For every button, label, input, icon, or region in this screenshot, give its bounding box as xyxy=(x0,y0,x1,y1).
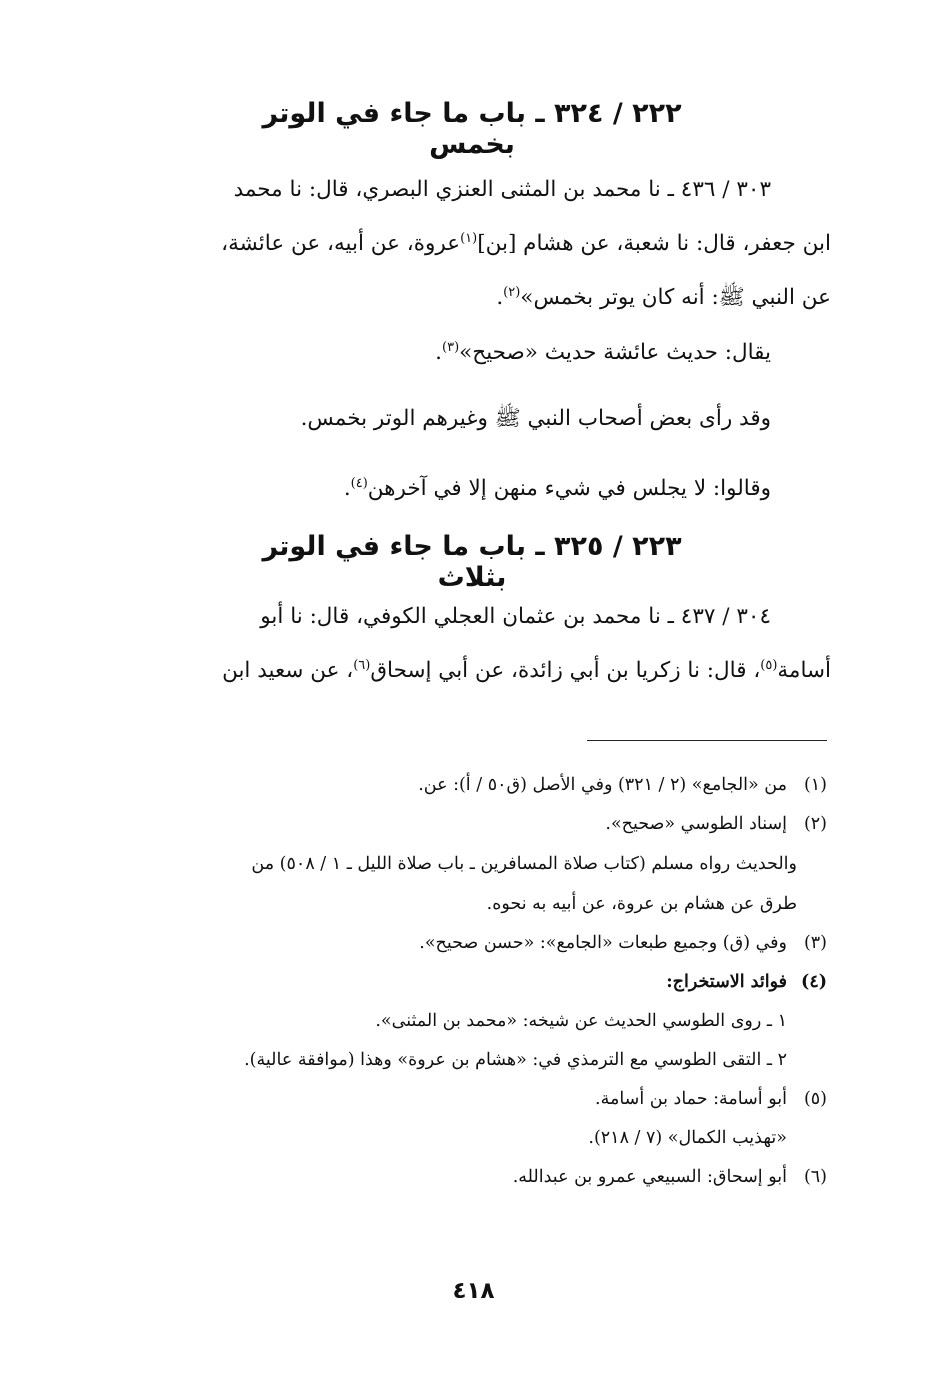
sitting-end: . xyxy=(343,476,351,502)
grading-paragraph xyxy=(55,323,771,377)
chapter-heading-324: ٢٢٢ / ٣٢٤ ـ باب ما جاء في الوتر بخمس xyxy=(262,98,682,160)
hadith-303-line-3a: عن النبي ﷺ: أنه كان يوتر بخمس» xyxy=(520,285,831,311)
footnote-1-text: من «الجامع» (٢ / ٣٢١) وفي الأصل (ق٥٠ / أ): عن. xyxy=(418,775,787,795)
footnote-3 xyxy=(117,924,827,963)
sitting-paragraph xyxy=(55,459,771,513)
grading-text: يقال: حديث عائشة حديث «صحيح» xyxy=(459,340,771,366)
footnote-ref-2[interactable]: (٢) xyxy=(503,285,521,301)
footnote-5-number: (٥) xyxy=(803,1089,827,1109)
footnote-6-number: (٦) xyxy=(803,1167,827,1187)
footnote-2-number: (٢) xyxy=(803,814,827,834)
hadith-304-paragraph xyxy=(115,592,831,695)
footnote-ref-1[interactable]: (١) xyxy=(460,231,478,246)
footnote-1 xyxy=(117,766,827,805)
grading-end: . xyxy=(435,340,443,366)
footnote-divider xyxy=(587,740,827,741)
footnote-2 xyxy=(117,805,827,844)
footnote-3-text: وفي (ق) وجميع طبعات «الجامع»: «حسن صحيح». xyxy=(419,933,787,953)
footnote-5-continuation: «تهذيب الكمال» (٧ / ٢١٨). xyxy=(588,1128,787,1148)
footnote-ref-5[interactable]: (٥) xyxy=(760,658,778,673)
footnote-ref-4[interactable]: (٤) xyxy=(350,476,368,491)
hadith-303-line-1: ٣٠٣ / ٤٣٦ ـ نا محمد بن المثنى العنزي البصري، قال: نا محمد xyxy=(233,177,771,202)
footnote-4-item-2: ٢ ـ التقى الطوسي مع الترمذي في: «هشام بن عروة» وهذا (موافقة عالية). xyxy=(244,1050,787,1070)
sitting-text: وقالوا: لا يجلس في شيء منهن إلا في آخرهن xyxy=(367,476,771,502)
hadith-304-line-2c: ، عن سعيد ابن xyxy=(222,658,354,684)
hadith-303-paragraph xyxy=(115,165,831,322)
footnote-4-text: فوائد الاستخراج: xyxy=(666,972,787,992)
hadith-304-line-2b: ، قال: نا زكريا بن أبي زائدة، عن أبي إسحاق xyxy=(370,658,761,684)
hadith-303-line-3b: . xyxy=(496,285,504,311)
footnote-2-cont-line-1: والحديث رواه مسلم (كتاب صلاة المسافرين ـ باب صلاة الليل ـ ١ / ٥٠٨) من xyxy=(251,854,797,874)
footnote-4-item-1: ١ ـ روى الطوسي الحديث عن شيخه: «محمد بن المثنى». xyxy=(375,1011,787,1031)
hadith-303-line-2a: ابن جعفر، قال: نا شعبة، عن هشام [بن] xyxy=(477,231,831,257)
footnote-2-text: إسناد الطوسي «صحيح». xyxy=(605,814,787,834)
hadith-303-line-2b: عروة، عن أبيه، عن عائشة، xyxy=(221,231,461,257)
footnote-5 xyxy=(117,1080,827,1119)
chapter-heading-325: ٢٢٣ / ٣٢٥ ـ باب ما جاء في الوتر بثلاث xyxy=(262,531,682,593)
footnote-2-continuation xyxy=(117,844,827,924)
footnote-4-number: (٤) xyxy=(801,972,827,992)
footnote-ref-6[interactable]: (٦) xyxy=(353,658,371,673)
footnote-ref-3[interactable]: (٣) xyxy=(442,340,460,355)
footnote-2-cont-line-2: طرق عن هشام بن عروة، عن أبيه به نحوه. xyxy=(486,894,797,914)
companions-paragraph: وقد رأى بعض أصحاب النبي ﷺ وغيرهم الوتر بخمس. xyxy=(300,406,771,431)
footnote-3-number: (٣) xyxy=(803,933,827,953)
hadith-304-line-1: ٣٠٤ / ٤٣٧ ـ نا محمد بن عثمان العجلي الكوفي، قال: نا أبو xyxy=(260,604,771,629)
footnotes xyxy=(117,766,827,1197)
footnote-1-number: (١) xyxy=(803,775,827,795)
footnote-6 xyxy=(117,1158,827,1197)
page-number: ٤١٨ xyxy=(452,1278,495,1304)
hadith-304-line-2a: أسامة xyxy=(777,658,831,684)
footnote-6-text: أبو إسحاق: السبيعي عمرو بن عبدالله. xyxy=(512,1167,787,1187)
footnote-4 xyxy=(117,963,827,1002)
footnote-5-text: أبو أسامة: حماد بن أسامة. xyxy=(595,1089,787,1109)
